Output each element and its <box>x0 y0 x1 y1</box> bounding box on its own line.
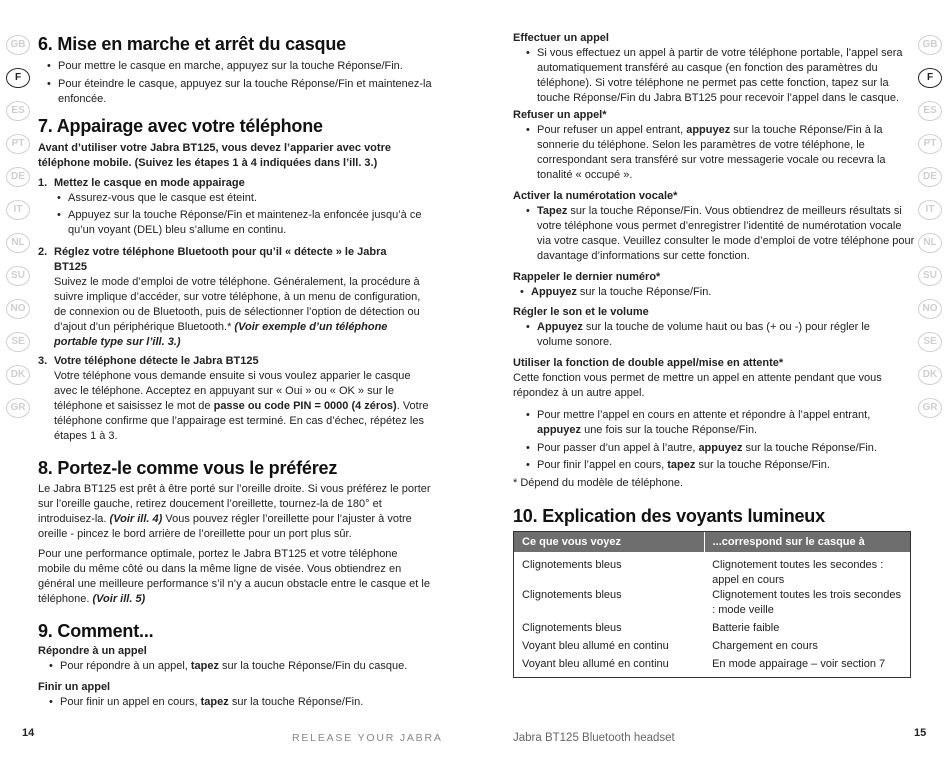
section-8-title: 8. Portez-le comme vous le préférez <box>38 458 338 478</box>
lang-tab-gr[interactable]: GR <box>6 398 30 418</box>
pairing-step-1 <box>38 176 438 238</box>
list-item: • Assurez-vous que le casque est éteint. <box>54 191 438 206</box>
step-title: Réglez votre téléphone Bluetooth pour qu’il « détecte » le Jabra BT125 <box>54 246 387 273</box>
lang-tab-de[interactable]: DE <box>918 167 942 187</box>
voice-dial-title: Activer la numérotation vocale* <box>513 190 678 202</box>
table-row: Clignotements bleus Clignotement toutes les secondes : appel en cours <box>522 559 884 586</box>
answer-call-block: Répondre à un appel • Pour répondre à un appel, tapez sur la touche Réponse/Fin du casque. <box>38 644 438 674</box>
step-text: Suivez le mode d’emploi de votre téléphone. Généralement, la procédure à suivre implique d’accéder, sur votre téléphone, à un menu de configuration, de connexion ou de Bluetooth, puis de sélectionner l’option de détection ou d’ajout d’un périphérique Bluetooth.* <box>54 276 421 333</box>
lang-tab-gb[interactable]: GB <box>918 35 942 55</box>
lang-tab-gr[interactable]: GR <box>918 398 942 418</box>
step-text: Votre téléphone vous demande ensuite si vous voulez apparier le casque avec le téléphone. Acceptez en appuyant sur « Oui » ou « OK » sur le téléphone et saisissez le mot de <box>54 370 411 412</box>
lang-tab-pt[interactable]: PT <box>6 134 30 154</box>
answer-call-title: Répondre à un appel <box>38 645 147 657</box>
page-number-right: 15 <box>914 727 927 739</box>
pin-code: passe ou code PIN = 0000 (4 zéros) <box>213 400 397 412</box>
table-row: Voyant bleu allumé en continu Chargement en cours <box>522 640 818 652</box>
lang-tab-it[interactable]: IT <box>918 200 942 220</box>
step-number: 3. <box>38 355 48 367</box>
footer-left: RELEASE YOUR JABRA <box>292 732 443 744</box>
step-number: 1. <box>38 177 48 189</box>
pairing-step-2 <box>38 245 422 350</box>
step-text: . Votre téléphone confirme que l’appairage est terminé. En cas d’échec, répétez les étapes 1 à 3. <box>54 400 429 442</box>
lang-tab-de[interactable]: DE <box>6 167 30 187</box>
table-header-row <box>514 532 910 552</box>
figure-reference: (Voir ill. 5) <box>92 593 146 605</box>
footer-right: Jabra BT125 Bluetooth headset <box>513 732 675 744</box>
footnote: * Dépend du modèle de téléphone. <box>513 477 684 489</box>
lang-tab-pt[interactable]: PT <box>918 134 942 154</box>
lang-tab-nl[interactable]: NL <box>918 233 942 253</box>
power-off-item: • Pour éteindre le casque, appuyez sur la touche Réponse/Fin et maintenez-la enfoncée. <box>44 77 444 107</box>
lang-tab-su[interactable]: SU <box>918 266 942 286</box>
lang-tab-se[interactable]: SE <box>918 332 942 352</box>
lang-tab-dk[interactable]: DK <box>6 365 30 385</box>
table-row: Clignotements bleus Batterie faible <box>522 622 780 634</box>
list-item: • Si vous effectuez un appel à partir de votre téléphone portable, l’appel sera automatiquement transféré au casque (en fonction des paramètres du téléphone). Si votre téléphone ne permet pas cette fonction, tapez sur la touche Réponse/Fin du Jabra BT125 pour recevoir l’appel dans le casque. <box>523 46 915 106</box>
step-title: Mettez le casque en mode appairage <box>54 177 245 189</box>
pairing-intro: Avant d’utiliser votre Jabra BT125, vous devez l’apparier avec votre téléphone mobile. (Suivez les étapes 1 à 4 indiquées dans l’ill. 3.) <box>38 142 391 169</box>
lang-tab-f[interactable]: F <box>6 68 30 88</box>
dual-call-title: Utiliser la fonction de double appel/mise en attente* <box>513 357 784 369</box>
dual-call-intro: Cette fonction vous permet de mettre un appel en attente pendant que vous répondez à un autre appel. <box>513 372 882 399</box>
make-call-block <box>513 31 915 106</box>
reject-call-title: Refuser un appel* <box>513 109 607 121</box>
lang-tab-it[interactable]: IT <box>6 200 30 220</box>
end-call-title: Finir un appel <box>38 681 111 693</box>
step-title: Votre téléphone détecte le Jabra BT125 <box>54 355 259 367</box>
table-row: Voyant bleu allumé en continu En mode appairage – voir section 7 <box>522 658 886 670</box>
power-on-item: • Pour mettre le casque en marche, appuyez sur la touche Réponse/Fin. <box>44 59 444 74</box>
lang-tab-no[interactable]: NO <box>6 299 30 319</box>
wearing-paragraph-2: Pour une performance optimale, portez le Jabra BT125 et votre téléphone mobile du même côté ou dans la même ligne de visée. Vous obtiendrez en général une meilleure performance s’il n’y a aucun obstacle entre le casque et le téléphone. (Voir ill. 5) <box>38 548 430 605</box>
volume-title: Régler le son et le volume <box>513 306 649 318</box>
section-10-title: 10. Explication des voyants lumineux <box>513 506 825 526</box>
redial-block: Rappeler le dernier numéro* • Appuyez sur la touche Réponse/Fin. <box>513 270 915 300</box>
section-6-body <box>44 59 444 107</box>
figure-reference: (Voir exemple d’un téléphone portable type sur l’ill. 3.) <box>54 321 388 348</box>
page-number-left: 14 <box>22 727 35 739</box>
lang-tab-gb[interactable]: GB <box>6 35 30 55</box>
step-number: 2. <box>38 246 48 258</box>
figure-reference: (Voir ill. 4) <box>109 513 163 525</box>
redial-title: Rappeler le dernier numéro* <box>513 271 661 283</box>
lang-tab-dk[interactable]: DK <box>918 365 942 385</box>
led-table <box>513 531 911 678</box>
voice-dial-block: Activer la numérotation vocale* • Tapez sur la touche Réponse/Fin. Vous obtiendrez de meilleurs résultats si votre téléphone vous permet d’enregistrer l’identité de numérotation vocale via votre casque. Veuillez consulter le mode d’emploi de votre téléphone pour davantage d’informations sur cette fonction. <box>513 189 915 264</box>
list-item: • Appuyez sur la touche Réponse/Fin et maintenez-la enfoncée jusqu’à ce qu’un voyant (DEL) bleu s’allume en continu. <box>54 208 438 238</box>
wearing-paragraph-1: Le Jabra BT125 est prêt à être porté sur l’oreille droite. Si vous préférez le porter sur l’oreille gauche, retirez doucement l’oreillette, tournez-la de 180° et introduisez-la. (Voir ill. 4) Vous pouvez régler l’oreillette pour l’ajuster à votre oreille - pincez le bord arrière de l’oreillette pour un port plus sûr. <box>38 483 431 540</box>
lang-tab-no[interactable]: NO <box>918 299 942 319</box>
column-header: Ce que vous voyez <box>514 532 704 552</box>
lang-tab-su[interactable]: SU <box>6 266 30 286</box>
column-header: ...correspond sur le casque à <box>704 532 910 552</box>
lang-tab-es[interactable]: ES <box>6 101 30 121</box>
section-7-title: 7. Appairage avec votre téléphone <box>38 116 323 136</box>
pairing-step-3 <box>38 354 434 444</box>
dual-call-block: Utiliser la fonction de double appel/mise en attente* Cette fonction vous permet de mettre un appel en attente pendant que vous répondez à un autre appel. • Pour mettre l’appel en cours en attente et répondre à l’appel entrant, appuyez une fois sur la touche Réponse/Fin. • Pour passer d’un appel à l’autre, appuyez sur la touche Réponse/Fin. • Pour finir l’appel en cours, tapez sur la touche Réponse/Fin. * Dépend du modèle de téléphone. <box>513 356 915 491</box>
end-call-block: Finir un appel • Pour finir un appel en cours, tapez sur la touche Réponse/Fin. <box>38 680 438 710</box>
volume-block: Régler le son et le volume • Appuyez sur la touche de volume haut ou bas (+ ou -) pour régler le volume sonore. <box>513 305 899 350</box>
reject-call-block: Refuser un appel* • Pour refuser un appel entrant, appuyez sur la touche Réponse/Fin à la sonnerie du téléphone. Selon les paramètres de votre téléphone, le correspondant sera transféré sur votre messagerie vocale ou recevra la tonalité « occupé ». <box>513 108 905 183</box>
table-row: Clignotements bleus Clignotement toutes les trois secondes : mode veille <box>522 589 902 616</box>
lang-tab-es[interactable]: ES <box>918 101 942 121</box>
section-6-title: 6. Mise en marche et arrêt du casque <box>38 34 346 54</box>
lang-tab-f[interactable]: F <box>918 68 942 88</box>
make-call-title: Effectuer un appel <box>513 32 609 44</box>
section-9-title: 9. Comment... <box>38 621 154 641</box>
lang-tab-nl[interactable]: NL <box>6 233 30 253</box>
lang-tab-se[interactable]: SE <box>6 332 30 352</box>
